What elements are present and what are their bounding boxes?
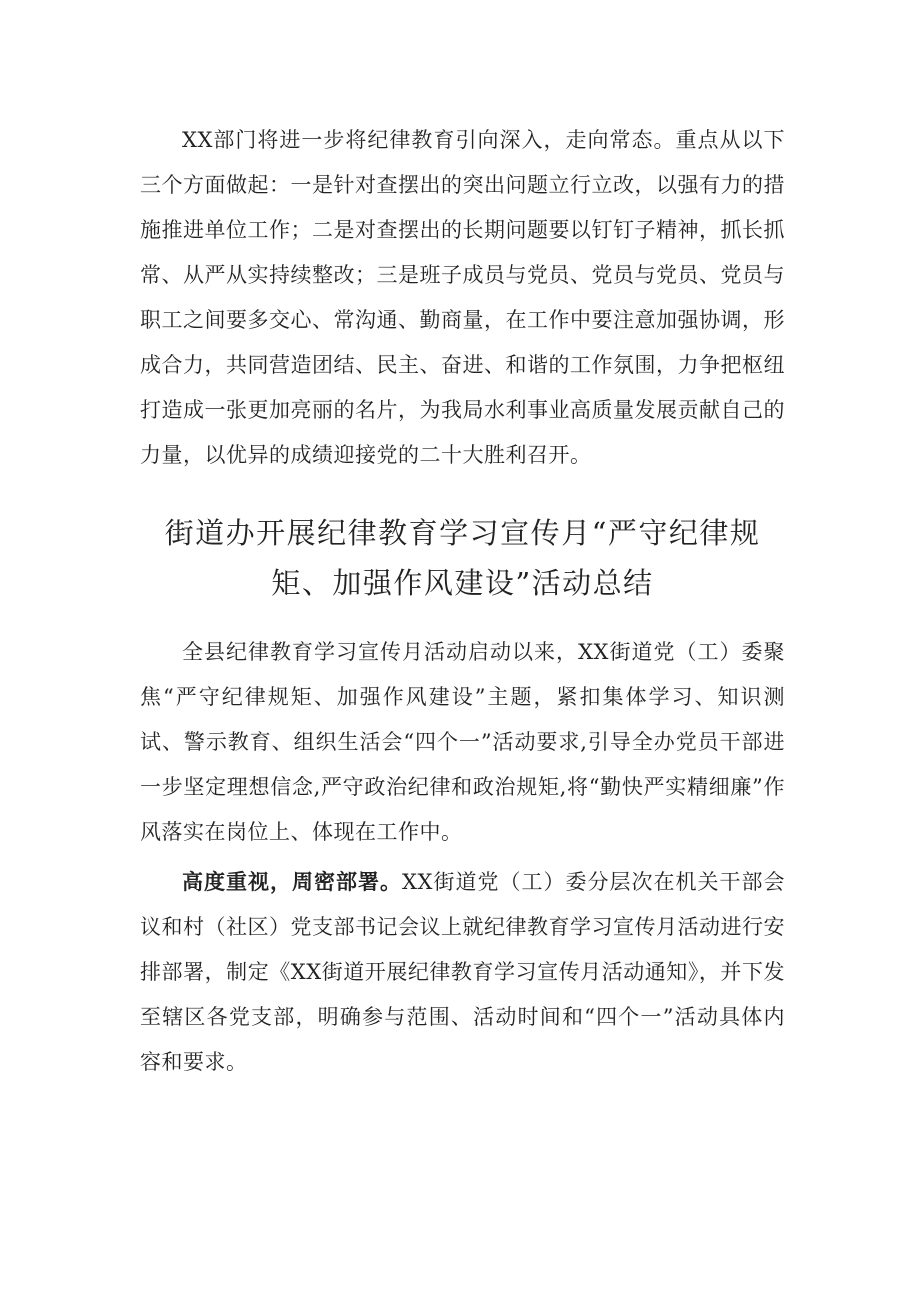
article-title: 街道办开展纪律教育学习宣传月“严守纪律规矩、加强作风建设”活动总结 xyxy=(164,516,761,600)
intro-paragraph: XX部门将进一步将纪律教育引向深入，走向常态。重点从以下三个方面做起：一是针对查摆出的突出问题立行立改，以强有力的措施推进单位工作；二是对查摆出的长期问题要以钉钉子精神，抓长抓常、从严从实持续整改；三是班子成员与党员、党员与党员、党员与职工之间要多交心、常沟通、勤商量，在工作中要注意加强协调，形成合力，共同营造团结、民主、奋进、和谐的工作氛围，力争把枢纽打造成一张更加亮丽的名片，为我局水利事业高质量发展贡献自己的力量，以优异的成绩迎接党的二十大胜利召开。 xyxy=(140,128,785,467)
paragraph-lead-heading: 高度重视，周密部署。 xyxy=(182,869,403,894)
paragraph-body-text: XX街道党（工）委分层次在机关干部会议和村（社区）党支部书记会议上就纪律教育学习宣传月活动进行安排部署，制定《XX街道开展纪律教育学习宣传月活动通知》，并下发至辖区各党支部，明确参与范围、活动时间和“四个一”活动具体内容和要求。 xyxy=(140,870,786,1074)
article-paragraph-2 xyxy=(140,859,785,1085)
document-page xyxy=(140,118,785,1085)
article-paragraph-1: 全县纪律教育学习宣传月活动启动以来，XX街道党（工）委聚焦“严守纪律规矩、加强作风建设”主题，紧扣集体学习、知识测试、警示教育、组织生活会“四个一”活动要求,引导全办党员干部进一步坚定理想信念,严守政治纪律和政治规矩,将“勤快严实精细廉”作风落实在岗位上、体现在工作中。 xyxy=(140,640,785,844)
